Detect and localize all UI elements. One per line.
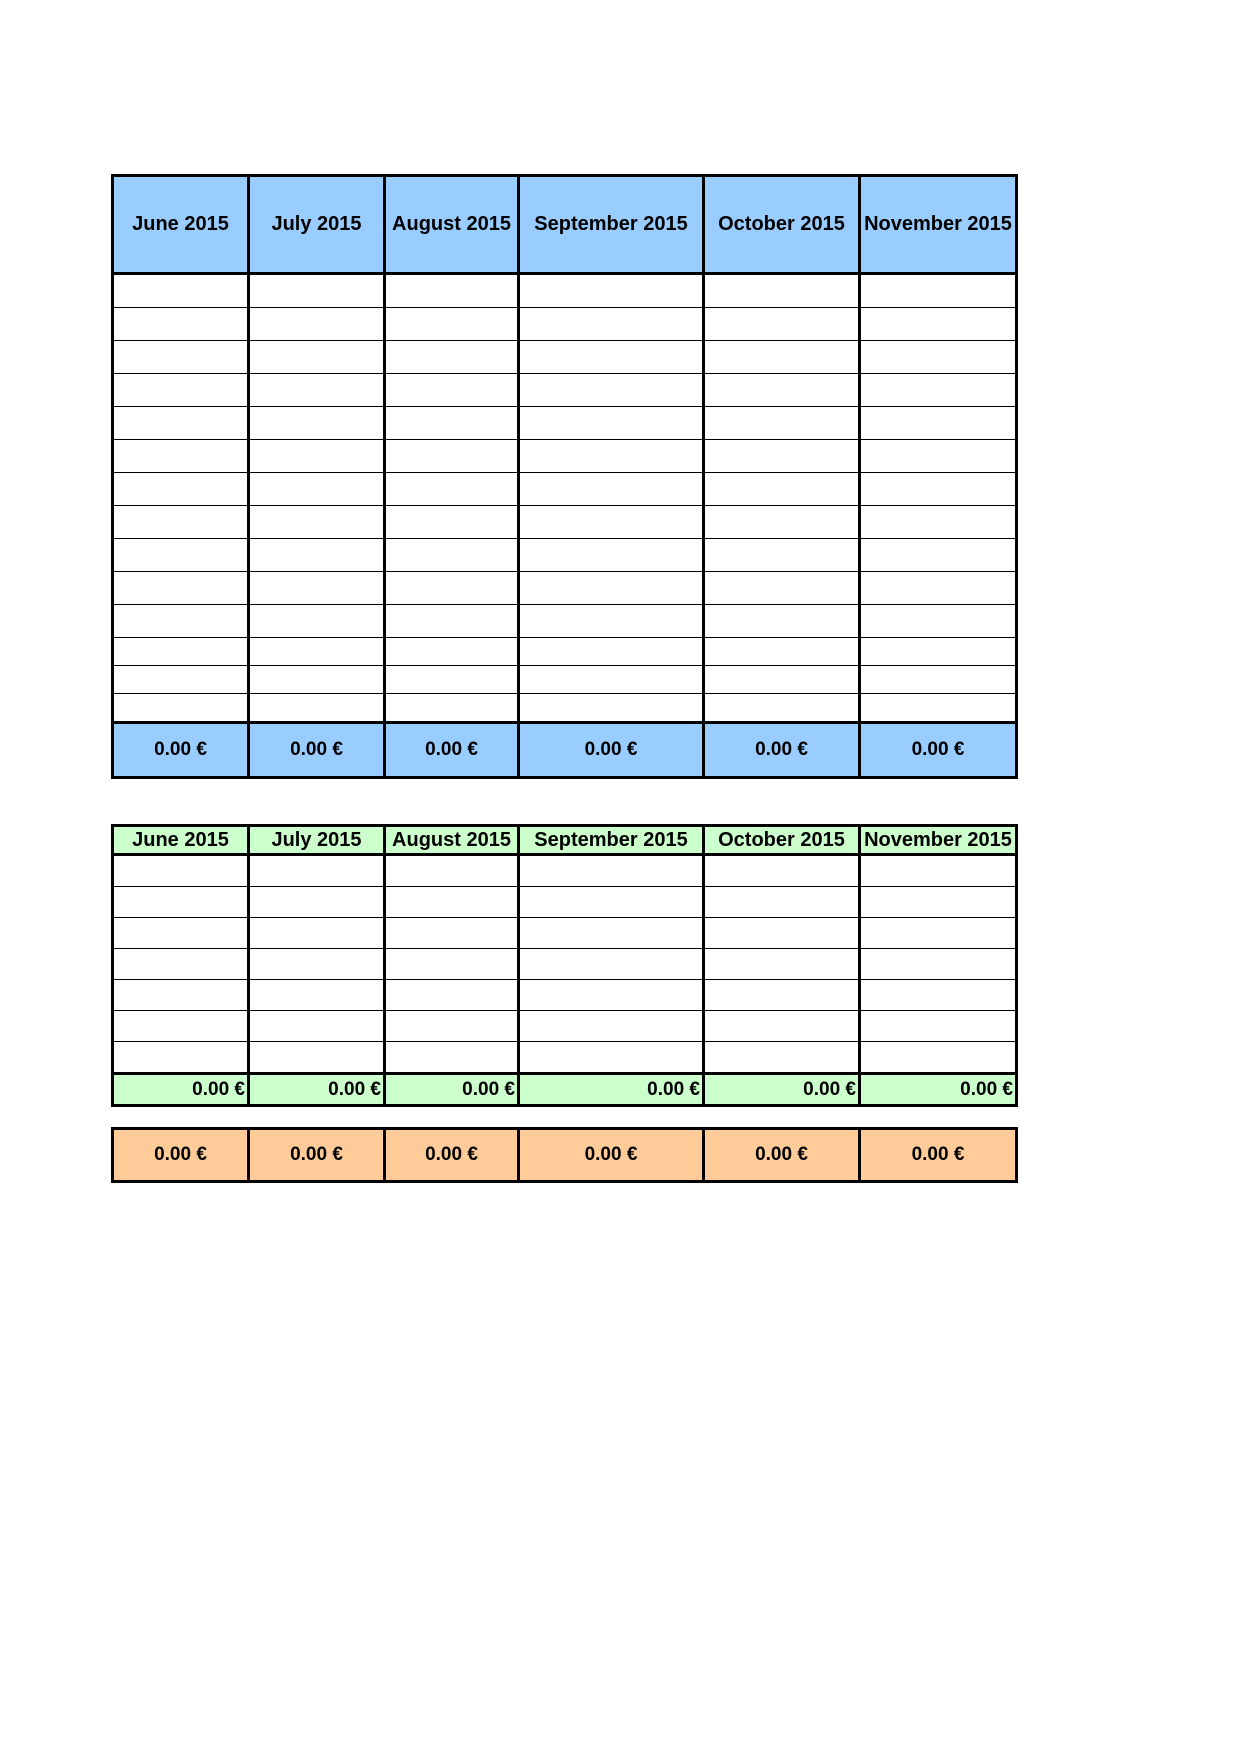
- income-row: [113, 473, 1017, 506]
- expense-cell[interactable]: [385, 855, 519, 887]
- expense-total-cell[interactable]: 0.00 €: [249, 1074, 385, 1106]
- income-cell[interactable]: [113, 506, 249, 539]
- expense-cell[interactable]: [860, 980, 1017, 1011]
- expense-cell[interactable]: [860, 887, 1017, 918]
- income-cell[interactable]: [704, 473, 860, 506]
- expense-cell[interactable]: [113, 855, 249, 887]
- expense-cell[interactable]: [704, 855, 860, 887]
- expense-cell[interactable]: [860, 918, 1017, 949]
- income-cell[interactable]: [860, 473, 1017, 506]
- income-cell[interactable]: [113, 308, 249, 341]
- income-cell[interactable]: [704, 374, 860, 407]
- income-cell[interactable]: [860, 440, 1017, 473]
- income-cell[interactable]: [519, 374, 704, 407]
- income-cell[interactable]: [385, 440, 519, 473]
- expense-cell[interactable]: [113, 1042, 249, 1074]
- income-cell[interactable]: [113, 407, 249, 440]
- expense-cell[interactable]: [113, 980, 249, 1011]
- income-row: [113, 506, 1017, 539]
- expense-cell[interactable]: [249, 887, 385, 918]
- expense-cell[interactable]: [113, 918, 249, 949]
- expense-total-cell[interactable]: 0.00 €: [519, 1074, 704, 1106]
- income-cell[interactable]: [113, 605, 249, 638]
- income-total-cell[interactable]: 0.00 €: [249, 723, 385, 778]
- income-cell[interactable]: [249, 341, 385, 374]
- income-row: [113, 694, 1017, 723]
- balance-cell[interactable]: 0.00 €: [385, 1129, 519, 1182]
- income-cell[interactable]: [385, 506, 519, 539]
- expense-cell[interactable]: [249, 949, 385, 980]
- income-total-cell[interactable]: 0.00 €: [519, 723, 704, 778]
- income-cell[interactable]: [519, 308, 704, 341]
- income-cell[interactable]: [704, 605, 860, 638]
- income-cell[interactable]: [249, 440, 385, 473]
- balance-cell[interactable]: 0.00 €: [704, 1129, 860, 1182]
- income-cell[interactable]: [249, 638, 385, 666]
- expense-row: [113, 855, 1017, 887]
- income-cell[interactable]: [385, 374, 519, 407]
- income-cell[interactable]: [860, 572, 1017, 605]
- expense-cell[interactable]: [249, 855, 385, 887]
- expense-row: [113, 1042, 1017, 1074]
- income-cell[interactable]: [249, 605, 385, 638]
- expense-cell[interactable]: [385, 949, 519, 980]
- income-cell[interactable]: [249, 308, 385, 341]
- expense-cell[interactable]: [704, 1011, 860, 1042]
- income-cell[interactable]: [113, 666, 249, 694]
- balance-row: [113, 1129, 1017, 1182]
- expense-row: [113, 918, 1017, 949]
- income-cell[interactable]: [385, 638, 519, 666]
- income-cell[interactable]: [704, 341, 860, 374]
- income-cell[interactable]: [860, 274, 1017, 308]
- income-header-june: June 2015: [113, 176, 249, 274]
- income-cell[interactable]: [860, 374, 1017, 407]
- income-cell[interactable]: [249, 572, 385, 605]
- income-row: [113, 605, 1017, 638]
- income-cell[interactable]: [704, 274, 860, 308]
- income-total-cell[interactable]: 0.00 €: [385, 723, 519, 778]
- income-cell[interactable]: [249, 407, 385, 440]
- income-cell[interactable]: [519, 440, 704, 473]
- expense-cell[interactable]: [860, 855, 1017, 887]
- income-cell[interactable]: [249, 694, 385, 723]
- income-cell[interactable]: [860, 506, 1017, 539]
- expense-cell[interactable]: [519, 918, 704, 949]
- balance-cell[interactable]: 0.00 €: [113, 1129, 249, 1182]
- expense-cell[interactable]: [249, 980, 385, 1011]
- income-cell[interactable]: [519, 605, 704, 638]
- expense-header-july: July 2015: [249, 826, 385, 855]
- income-cell[interactable]: [249, 539, 385, 572]
- expense-table: [111, 824, 1018, 1107]
- expense-header-june: June 2015: [113, 826, 249, 855]
- income-cell[interactable]: [519, 666, 704, 694]
- income-row: [113, 638, 1017, 666]
- expense-cell[interactable]: [113, 887, 249, 918]
- expense-cell[interactable]: [519, 1042, 704, 1074]
- expense-cell[interactable]: [249, 1042, 385, 1074]
- expense-cell[interactable]: [385, 918, 519, 949]
- income-cell[interactable]: [113, 638, 249, 666]
- income-cell[interactable]: [860, 694, 1017, 723]
- income-cell[interactable]: [519, 694, 704, 723]
- expense-header-august: August 2015: [385, 826, 519, 855]
- income-cell[interactable]: [519, 572, 704, 605]
- expense-total-cell[interactable]: 0.00 €: [860, 1074, 1017, 1106]
- income-header-july: July 2015: [249, 176, 385, 274]
- expense-cell[interactable]: [704, 980, 860, 1011]
- expense-row: [113, 1011, 1017, 1042]
- income-cell[interactable]: [385, 572, 519, 605]
- expense-cell[interactable]: [249, 1011, 385, 1042]
- expense-cell[interactable]: [519, 887, 704, 918]
- expense-body: [113, 855, 1017, 1074]
- income-cell[interactable]: [113, 374, 249, 407]
- income-cell[interactable]: [704, 407, 860, 440]
- income-cell[interactable]: [249, 506, 385, 539]
- expense-row: [113, 887, 1017, 918]
- income-table: [111, 174, 1018, 779]
- income-cell[interactable]: [519, 274, 704, 308]
- income-cell[interactable]: [385, 274, 519, 308]
- income-row: [113, 407, 1017, 440]
- income-cell[interactable]: [113, 473, 249, 506]
- income-header-october: October 2015: [704, 176, 860, 274]
- income-row: [113, 274, 1017, 308]
- expense-total-cell[interactable]: 0.00 €: [113, 1074, 249, 1106]
- expense-cell[interactable]: [385, 887, 519, 918]
- expense-cell[interactable]: [704, 918, 860, 949]
- balance-cell[interactable]: 0.00 €: [519, 1129, 704, 1182]
- expense-cell[interactable]: [519, 855, 704, 887]
- expense-cell[interactable]: [519, 949, 704, 980]
- income-cell[interactable]: [704, 694, 860, 723]
- income-row: [113, 308, 1017, 341]
- income-cell[interactable]: [385, 539, 519, 572]
- expense-cell[interactable]: [704, 1042, 860, 1074]
- income-cell[interactable]: [704, 506, 860, 539]
- expense-header-row: [113, 826, 1017, 855]
- income-cell[interactable]: [113, 572, 249, 605]
- income-cell[interactable]: [860, 666, 1017, 694]
- income-cell[interactable]: [704, 638, 860, 666]
- income-cell[interactable]: [704, 666, 860, 694]
- income-cell[interactable]: [519, 539, 704, 572]
- income-cell[interactable]: [519, 638, 704, 666]
- income-row: [113, 374, 1017, 407]
- expense-cell[interactable]: [385, 1042, 519, 1074]
- income-total-row: [113, 723, 1017, 778]
- income-cell[interactable]: [385, 473, 519, 506]
- income-cell[interactable]: [860, 341, 1017, 374]
- income-row: [113, 341, 1017, 374]
- income-cell[interactable]: [249, 374, 385, 407]
- income-cell[interactable]: [113, 539, 249, 572]
- income-cell[interactable]: [519, 341, 704, 374]
- balance-cell[interactable]: 0.00 €: [249, 1129, 385, 1182]
- income-cell[interactable]: [385, 341, 519, 374]
- expense-total-cell[interactable]: 0.00 €: [704, 1074, 860, 1106]
- balance-table: [111, 1127, 1018, 1183]
- income-cell[interactable]: [385, 308, 519, 341]
- expense-total-cell[interactable]: 0.00 €: [385, 1074, 519, 1106]
- expense-cell[interactable]: [519, 980, 704, 1011]
- income-total-cell[interactable]: 0.00 €: [860, 723, 1017, 778]
- income-cell[interactable]: [385, 407, 519, 440]
- income-cell[interactable]: [385, 605, 519, 638]
- income-cell[interactable]: [860, 638, 1017, 666]
- expense-cell[interactable]: [385, 1011, 519, 1042]
- expense-header-november: November 2015: [860, 826, 1017, 855]
- income-cell[interactable]: [704, 539, 860, 572]
- income-cell[interactable]: [860, 605, 1017, 638]
- income-header-september: September 2015: [519, 176, 704, 274]
- income-cell[interactable]: [249, 473, 385, 506]
- income-cell[interactable]: [860, 539, 1017, 572]
- income-cell[interactable]: [113, 274, 249, 308]
- income-cell[interactable]: [113, 440, 249, 473]
- income-header-november: November 2015: [860, 176, 1017, 274]
- expense-cell[interactable]: [249, 918, 385, 949]
- income-cell[interactable]: [519, 506, 704, 539]
- income-cell[interactable]: [113, 341, 249, 374]
- expense-cell[interactable]: [860, 1042, 1017, 1074]
- balance-cell[interactable]: 0.00 €: [860, 1129, 1017, 1182]
- income-cell[interactable]: [519, 407, 704, 440]
- expense-cell[interactable]: [860, 1011, 1017, 1042]
- expense-row: [113, 949, 1017, 980]
- expense-cell[interactable]: [113, 1011, 249, 1042]
- income-cell[interactable]: [860, 308, 1017, 341]
- expense-cell[interactable]: [113, 949, 249, 980]
- income-cell[interactable]: [113, 694, 249, 723]
- income-cell[interactable]: [385, 694, 519, 723]
- income-row: [113, 572, 1017, 605]
- income-total-cell[interactable]: 0.00 €: [113, 723, 249, 778]
- expense-cell[interactable]: [385, 980, 519, 1011]
- income-cell[interactable]: [519, 473, 704, 506]
- expense-cell[interactable]: [860, 949, 1017, 980]
- income-cell[interactable]: [249, 274, 385, 308]
- expense-total-row: [113, 1074, 1017, 1106]
- income-body: [113, 274, 1017, 723]
- income-total-cell[interactable]: 0.00 €: [704, 723, 860, 778]
- expense-cell[interactable]: [704, 887, 860, 918]
- income-row: [113, 666, 1017, 694]
- expense-header-october: October 2015: [704, 826, 860, 855]
- expense-cell[interactable]: [704, 949, 860, 980]
- income-header-august: August 2015: [385, 176, 519, 274]
- expense-header-september: September 2015: [519, 826, 704, 855]
- income-cell[interactable]: [704, 572, 860, 605]
- expense-row: [113, 980, 1017, 1011]
- expense-cell[interactable]: [519, 1011, 704, 1042]
- income-header-row: [113, 176, 1017, 274]
- income-cell[interactable]: [704, 308, 860, 341]
- income-cell[interactable]: [249, 666, 385, 694]
- income-cell[interactable]: [704, 440, 860, 473]
- income-cell[interactable]: [860, 407, 1017, 440]
- income-row: [113, 539, 1017, 572]
- income-cell[interactable]: [385, 666, 519, 694]
- income-row: [113, 440, 1017, 473]
